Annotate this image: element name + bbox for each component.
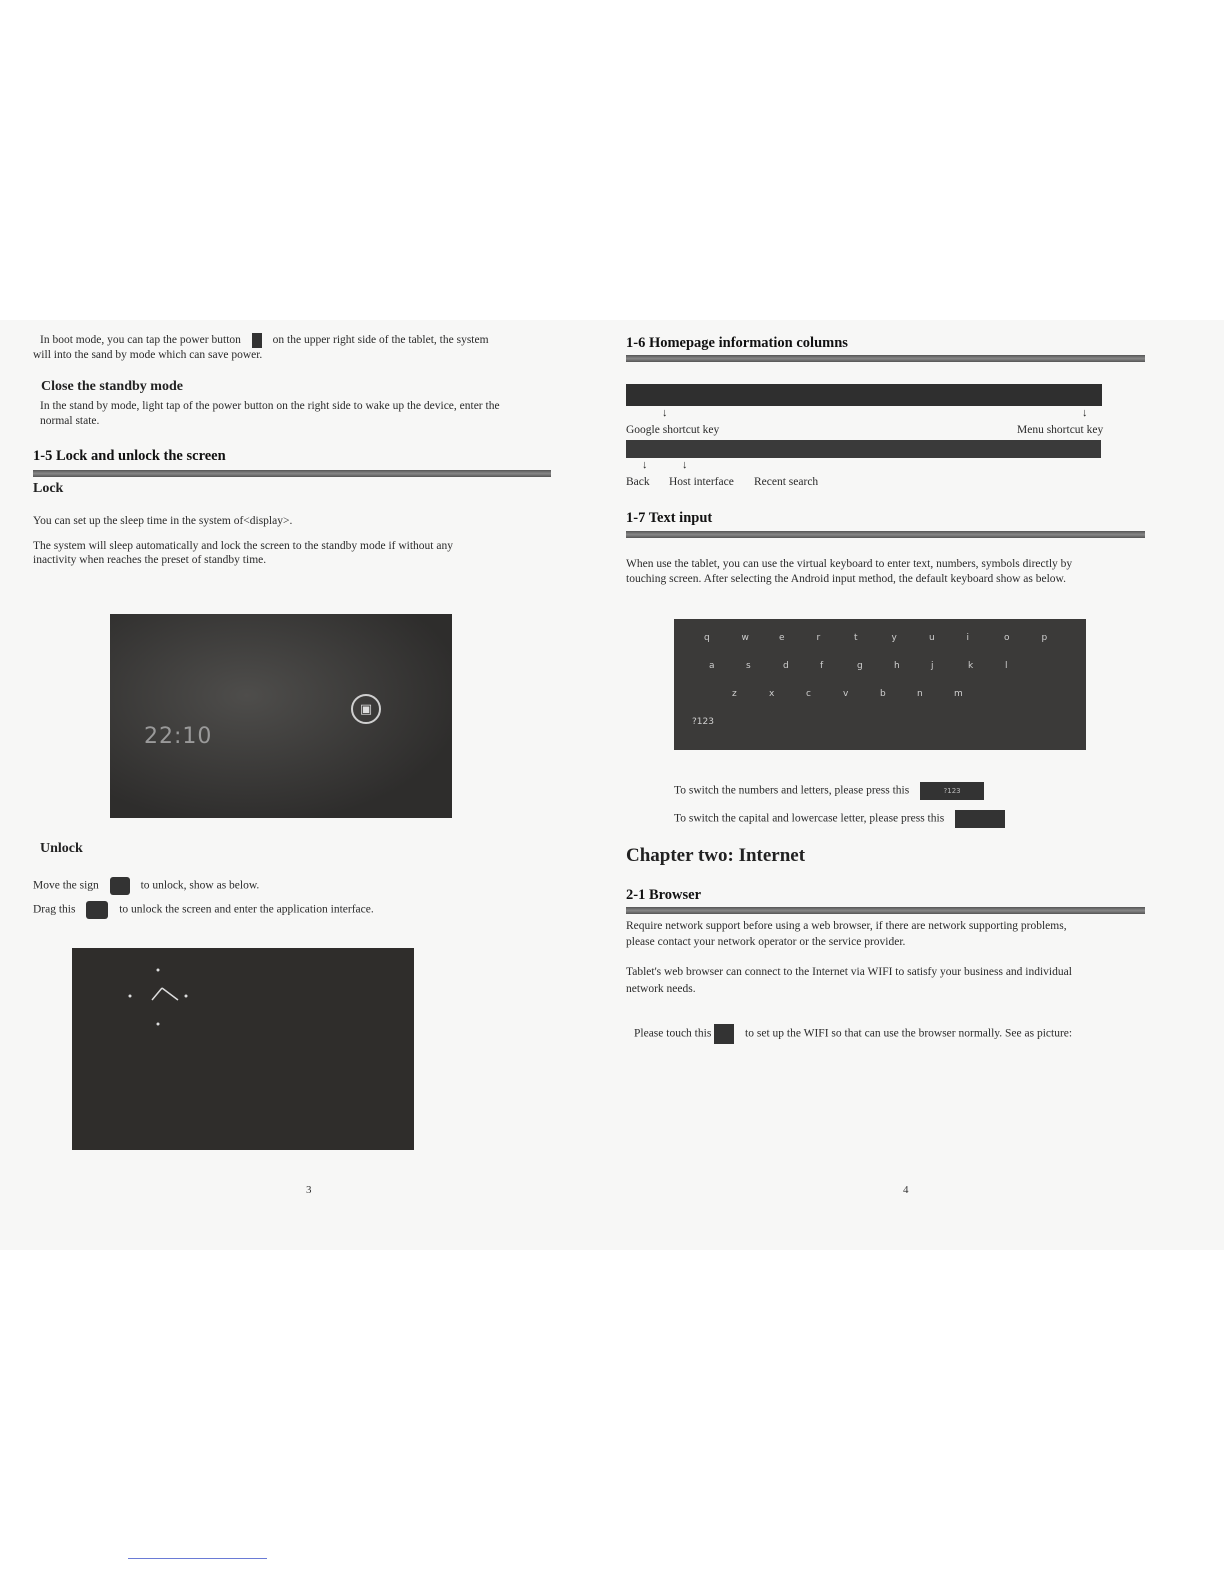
- keyboard-key-b: b: [880, 689, 886, 699]
- keyboard-key-j: j: [931, 661, 934, 671]
- section-1-5-heading: 1-5 Lock and unlock the screen: [33, 448, 226, 464]
- mode-key: ?123: [692, 717, 714, 727]
- section-divider: [626, 531, 1145, 538]
- mode-switch-key-icon: ?123: [920, 782, 984, 800]
- shift-key-icon: [955, 810, 1005, 828]
- unlock-text-1-b: to unlock, show as below.: [140, 879, 260, 892]
- close-standby-text-1: In the stand by mode, light tap of the power button on the right side to wake up the device, enter the: [40, 400, 500, 412]
- intro-line-2: will into the sand by mode which can save power.: [33, 349, 263, 361]
- section-divider: [626, 907, 1145, 914]
- keyboard-key-o: o: [1004, 633, 1010, 643]
- power-button-icon: [252, 333, 262, 348]
- footer-underline: [128, 1558, 267, 1559]
- manual-spread: [0, 320, 1224, 1250]
- back-label: Back: [626, 476, 650, 488]
- google-shortcut-label: Google shortcut key: [626, 424, 720, 436]
- wifi-text-a: Please touch this: [634, 1027, 712, 1040]
- text-input-text-2: touching screen. After selecting the Android input method, the default keyboard show as below.: [626, 573, 1066, 585]
- menu-shortcut-label: Menu shortcut key: [1017, 424, 1104, 436]
- switch-case-text: [674, 810, 1005, 828]
- keyboard-key-g: g: [857, 661, 863, 671]
- keyboard-key-y: y: [891, 633, 897, 643]
- down-arrow-icon: ↓: [682, 459, 688, 471]
- keyboard-key-c: c: [806, 689, 811, 699]
- keyboard-key-r: r: [816, 633, 821, 643]
- left-page: [0, 320, 612, 1250]
- page-number-left: 3: [306, 1184, 312, 1196]
- section-divider: [33, 470, 551, 477]
- wifi-instruction: [634, 1024, 1072, 1044]
- down-arrow-icon: ↓: [662, 407, 668, 419]
- text-input-text-1: When use the tablet, you can use the virtual keyboard to enter text, numbers, symbols directly by: [626, 558, 1073, 570]
- wifi-text-b: to set up the WIFI so that can use the browser normally. See as picture:: [745, 1027, 1073, 1040]
- lock-sign-icon: [110, 877, 130, 895]
- down-arrow-icon: ↓: [642, 459, 648, 471]
- keyboard-key-d: d: [783, 661, 789, 671]
- unlock-screen-screenshot: [72, 948, 414, 1150]
- lock-clock: 22:10: [144, 724, 213, 749]
- recent-search-label: Recent search: [754, 476, 819, 488]
- section-2-1-heading: 2-1 Browser: [626, 887, 702, 903]
- down-arrow-icon: ↓: [1082, 407, 1088, 419]
- keyboard-key-x: x: [769, 689, 775, 699]
- section-divider: [626, 355, 1145, 362]
- right-page: [612, 320, 1224, 1250]
- intro-text: In boot mode, you can tap the power button: [40, 334, 241, 346]
- keyboard-key-t: t: [854, 633, 858, 643]
- keyboard-key-f: f: [820, 661, 824, 671]
- keyboard-key-q: q: [704, 633, 710, 643]
- lock-ring-icon: ▣: [351, 694, 381, 724]
- unlock-text-2-a: Drag this: [33, 903, 76, 916]
- unlock-text-1-a: Move the sign: [33, 879, 99, 892]
- keyboard-key-a: a: [709, 661, 715, 671]
- intro-text-tail: on the upper right side of the tablet, the system: [272, 334, 489, 346]
- lock-text-2: The system will sleep automatically and lock the screen to the standby mode if without any: [33, 540, 453, 552]
- keyboard-key-k: k: [968, 661, 974, 671]
- switch-numbers-label: To switch the numbers and letters, please press this: [674, 784, 910, 797]
- unlock-heading: Unlock: [40, 841, 83, 856]
- settings-app-icon: [714, 1024, 734, 1044]
- switch-numbers-text: [674, 782, 984, 800]
- unlock-text-2: [33, 901, 374, 919]
- drag-lock-icon: [86, 901, 108, 919]
- browser-text-4: network needs.: [626, 983, 696, 995]
- keyboard-key-n: n: [917, 689, 923, 699]
- keyboard-key-h: h: [894, 661, 900, 671]
- homepage-nav-bar: [626, 440, 1101, 458]
- keyboard-key-m: m: [954, 689, 963, 699]
- unlock-text-1: [33, 877, 259, 895]
- browser-text-3: Tablet's web browser can connect to the Internet via WIFI to satisfy your business and individual: [626, 966, 1072, 978]
- keyboard-key-i: i: [966, 633, 970, 643]
- section-1-7-heading: 1-7 Text input: [626, 510, 713, 526]
- close-standby-heading: Close the standby mode: [41, 379, 183, 394]
- lock-text-3: inactivity when reaches the preset of standby time.: [33, 554, 267, 566]
- keyboard-key-e: e: [779, 633, 785, 643]
- browser-text-1: Require network support before using a web browser, if there are network supporting problems,: [626, 920, 1067, 932]
- virtual-keyboard-screenshot: [674, 619, 1086, 750]
- browser-text-2: please contact your network operator or the service provider.: [626, 936, 906, 948]
- host-interface-label: Host interface: [669, 476, 734, 488]
- intro-paragraph: [40, 332, 600, 348]
- keyboard-key-w: w: [741, 633, 749, 643]
- lock-heading: Lock: [33, 481, 64, 496]
- unlock-ring-graphic: [72, 948, 414, 1150]
- keyboard-key-z: z: [732, 689, 737, 699]
- lock-screen-screenshot: [110, 614, 452, 818]
- chapter-two-heading: Chapter two: Internet: [626, 845, 806, 866]
- unlock-text-2-b: to unlock the screen and enter the application interface.: [119, 903, 374, 916]
- lock-text-1: You can set up the sleep time in the system of<display>.: [33, 515, 293, 527]
- keyboard-key-l: l: [1005, 661, 1008, 671]
- keyboard-key-s: s: [746, 661, 751, 671]
- homepage-top-bar: [626, 384, 1102, 406]
- switch-case-label: To switch the capital and lowercase letter, please press this: [674, 812, 945, 825]
- keyboard-key-p: p: [1041, 633, 1048, 643]
- keyboard-key-u: u: [929, 633, 935, 643]
- section-1-6-heading: 1-6 Homepage information columns: [626, 335, 848, 351]
- close-standby-text-2: normal state.: [40, 415, 100, 427]
- page-number-right: 4: [903, 1184, 909, 1196]
- keyboard-key-v: v: [843, 689, 849, 699]
